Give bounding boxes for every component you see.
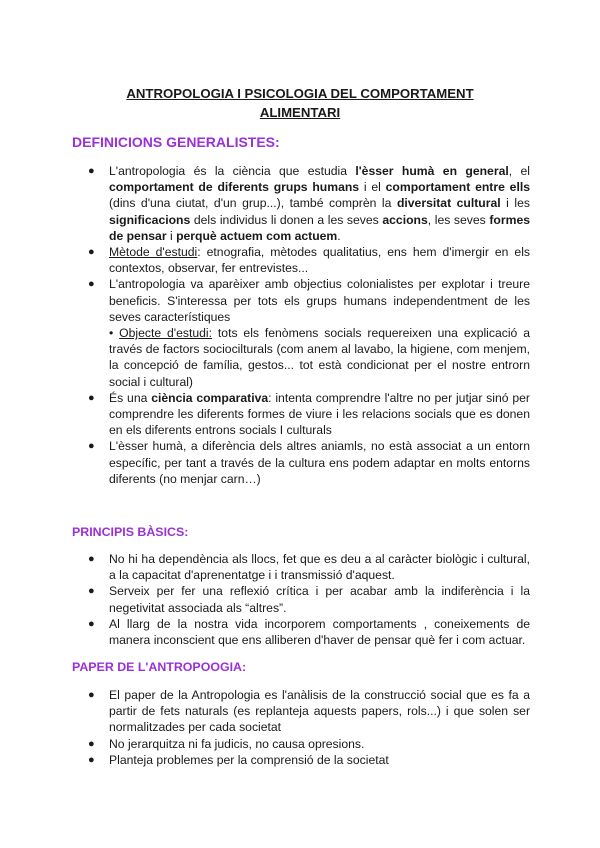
sub-item-objecte: • Objecte d'estudi: tots els fenòmens socials requereixen una explicació a través de factors sociocilturals (com anem al lavabo, la higiene, com menjem, la concepció de família, gestos... tot està condicionat per el nostre entrorn social i cultural) (109, 326, 530, 389)
list-paper (72, 687, 530, 768)
section-heading-definicions: DEFINICIONS GENERALISTES: (72, 134, 280, 150)
bullet-icon: ● (88, 391, 95, 404)
bullet-icon: ● (88, 585, 95, 598)
list-item: ● El paper de la Antropologia es l'anàlisis de la construcció social que es fa a partir de fets naturals (es replanteja aquests papers, rols...) i que solen ser normalitzades per cada societat (88, 688, 530, 735)
list-item: ● No jerarquitza ni fa judicis, no causa opresions. (88, 736, 365, 751)
bullet-icon: ● (88, 440, 95, 453)
bullet-icon: ● (88, 278, 95, 291)
section-heading-paper: PAPER DE L'ANTROPOOGIA: (72, 660, 247, 674)
bullet-icon: ● (88, 553, 95, 565)
page-title-line2: ALIMENTARI (259, 105, 341, 120)
list-item: ● L'antropologia és la ciència que estudia l'èsser humà en general, el comportament de diferents grups humans i el comportament entre ells (dins d'una ciutat, d'un grup...), també comprèn la diversitat cultural i les significacions dels individus li donen a les seves accions, les seves formes de pensar i perquè actuem com actuem. (88, 164, 530, 243)
list-item: ● Serveix per fer una reflexió crítica i per acabar amb la indiferència i la negetivitat associada als “altres”. (88, 584, 530, 615)
list-item: ● L'antropologia va aparèixer amb objectius colonialistes per explotar i treure beneficis. S'interessa per tots els grups humans independentment de les seves característiques • Objecte d'estudi: tots els fenòmens socials requereixen una explicació a través de factors sociocilturals (com anem al lavabo, la higiene, com menjem, la concepció de família, gestos... tot està condicionat per el nostre entrorn social i cultural) (88, 277, 530, 389)
list-item: ● L'èsser humà, a diferència dels altres aniamls, no està associat a un entorn específic, per tant a través de la cultura ens podem adaptar en molts entorns diferents (no menjar carn…) (88, 439, 530, 486)
list-definicions (72, 163, 530, 487)
list-item: ● Mètode d'estudi: etnografia, mètodes qualitatius, ens hem d'imergir en els contextos, observar, fer entrevistes... (88, 245, 530, 276)
bullet-icon: ● (88, 246, 95, 259)
list-item: ● Al llarg de la nostra vida incorporem comportaments , coneixements de manera inconscient que ens alliberen d'haver de pensar què fer i com actuar. (88, 616, 530, 648)
bullet-icon: ● (88, 689, 95, 701)
bullet-icon: ● (88, 753, 95, 766)
section-heading-principis: PRINCIPIS BÀSICS: (72, 525, 189, 539)
list-principis (72, 551, 530, 648)
page-title-line1: ANTROPOLOGIA I PSICOLOGIA DEL COMPORTAMENT (126, 86, 474, 101)
page-title (100, 84, 500, 122)
bullet-icon: ● (88, 165, 95, 177)
list-item: ● No hi ha dependència als llocs, fet que es deu a al caràcter biològic i cultural, a la capacitat d'aprenentatge i i transmissió d'aquest. (88, 552, 530, 583)
list-item: ● És una ciència comparativa: intenta comprendre l'altre no per jutjar sinó per comprendre les diferents formes de viure i les relacions socials que es donen en els diferents entrons socials I culturals (88, 390, 530, 438)
list-item: ● Planteja problemes per la comprensió de la societat (88, 752, 389, 767)
bullet-icon: ● (88, 617, 95, 630)
bullet-icon: ● (88, 737, 95, 750)
